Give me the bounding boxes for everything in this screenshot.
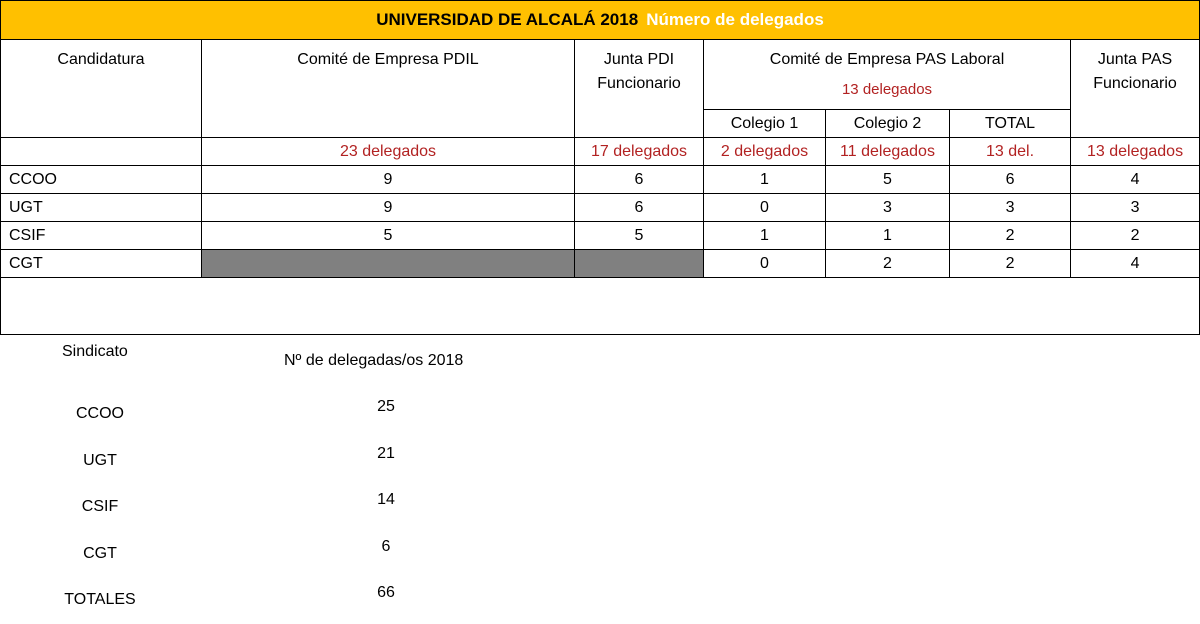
header-colegio-1: Colegio 1 bbox=[704, 110, 826, 138]
row-total: 2 bbox=[950, 222, 1071, 250]
table-row bbox=[1, 166, 1200, 194]
header-colegio-2: Colegio 2 bbox=[826, 110, 950, 138]
table-title-bar bbox=[0, 0, 1200, 40]
delegates-row bbox=[1, 138, 1200, 166]
summary-sindicato: TOTALES bbox=[64, 591, 136, 608]
row-colegio-1: 0 bbox=[704, 250, 826, 278]
summary-value: 14 bbox=[377, 491, 395, 508]
row-candidatura: CGT bbox=[1, 250, 202, 278]
row-junta-pas: 2 bbox=[1071, 222, 1200, 250]
row-colegio-2: 3 bbox=[826, 194, 950, 222]
summary-header-sindicato: Sindicato bbox=[62, 343, 128, 360]
summary-value: 25 bbox=[377, 398, 395, 415]
row-colegio-2: 5 bbox=[826, 166, 950, 194]
row-comite-pdil-empty bbox=[202, 250, 575, 278]
delegados-comite-pdil: 23 delegados bbox=[202, 138, 575, 166]
empty-cell bbox=[1, 278, 1200, 335]
row-comite-pdil: 5 bbox=[202, 222, 575, 250]
row-candidatura: CSIF bbox=[1, 222, 202, 250]
row-candidatura: UGT bbox=[1, 194, 202, 222]
delegados-colegio-1: 2 delegados bbox=[704, 138, 826, 166]
summary-sindicato: CGT bbox=[83, 545, 117, 562]
summary-row bbox=[0, 445, 600, 478]
delegados-colegio-2: 11 delegados bbox=[826, 138, 950, 166]
delegados-total: 13 del. bbox=[950, 138, 1071, 166]
delegados-junta-pas: 13 delegados bbox=[1071, 138, 1200, 166]
row-junta-pdi: 6 bbox=[575, 166, 704, 194]
header-junta-pas: Junta PAS Funcionario bbox=[1071, 40, 1200, 138]
header-total: TOTAL bbox=[950, 110, 1071, 138]
row-junta-pdi: 6 bbox=[575, 194, 704, 222]
row-junta-pas: 3 bbox=[1071, 194, 1200, 222]
header-comite-pas bbox=[704, 40, 1071, 110]
header-junta-pdi: Junta PDI Funcionario bbox=[575, 40, 704, 138]
row-comite-pdil: 9 bbox=[202, 166, 575, 194]
row-colegio-1: 1 bbox=[704, 166, 826, 194]
summary-value: 66 bbox=[377, 584, 395, 601]
delegates-table bbox=[0, 39, 1200, 335]
summary-sindicato: CCOO bbox=[76, 405, 124, 422]
summary-sindicato: CSIF bbox=[81, 498, 119, 515]
delegados-blank bbox=[1, 138, 202, 166]
summary-value: 21 bbox=[377, 445, 395, 462]
table-row bbox=[1, 250, 1200, 278]
summary-table bbox=[0, 339, 600, 624]
summary-row bbox=[0, 491, 600, 524]
summary-row-totales bbox=[0, 584, 600, 617]
row-colegio-1: 1 bbox=[704, 222, 826, 250]
summary-row bbox=[0, 398, 600, 431]
header-row-1 bbox=[1, 40, 1200, 110]
summary-header-delegados: Nº de delegadas/os 2018 bbox=[284, 352, 464, 369]
empty-row bbox=[1, 278, 1200, 335]
table-subtitle: Número de delegados bbox=[646, 10, 824, 29]
row-colegio-1: 0 bbox=[704, 194, 826, 222]
row-comite-pdil: 9 bbox=[202, 194, 575, 222]
row-junta-pas: 4 bbox=[1071, 166, 1200, 194]
row-junta-pas: 4 bbox=[1071, 250, 1200, 278]
table-row bbox=[1, 194, 1200, 222]
header-comite-pas-label: Comité de Empresa PAS Laboral bbox=[769, 51, 1005, 68]
row-junta-pdi-empty bbox=[575, 250, 704, 278]
summary-value: 6 bbox=[381, 538, 391, 555]
row-total: 2 bbox=[950, 250, 1071, 278]
delegados-junta-pdi: 17 delegados bbox=[575, 138, 704, 166]
header-comite-pdil: Comité de Empresa PDIL bbox=[202, 40, 575, 138]
row-colegio-2: 1 bbox=[826, 222, 950, 250]
row-total: 3 bbox=[950, 194, 1071, 222]
header-candidatura: Candidatura bbox=[1, 40, 202, 138]
row-candidatura: CCOO bbox=[1, 166, 202, 194]
table-row bbox=[1, 222, 1200, 250]
header-comite-pas-delegados: 13 delegados bbox=[841, 81, 933, 98]
row-colegio-2: 2 bbox=[826, 250, 950, 278]
summary-row bbox=[0, 538, 600, 571]
table-title: UNIVERSIDAD DE ALCALÁ 2018 bbox=[376, 10, 639, 29]
row-junta-pdi: 5 bbox=[575, 222, 704, 250]
summary-sindicato: UGT bbox=[83, 452, 117, 469]
row-total: 6 bbox=[950, 166, 1071, 194]
